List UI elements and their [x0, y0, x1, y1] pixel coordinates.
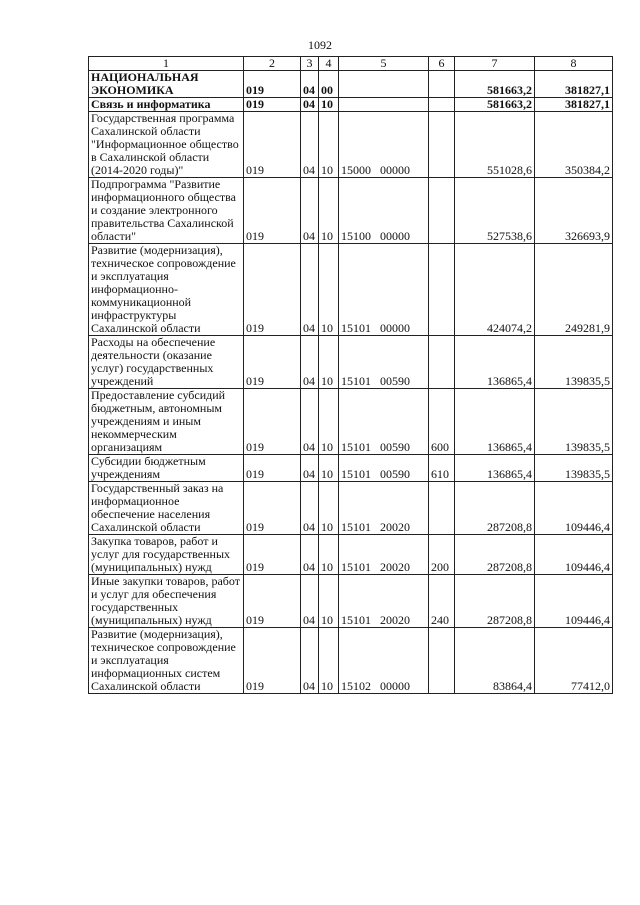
amount-col7-cell: 136865,4	[455, 455, 535, 482]
table-row	[89, 389, 613, 455]
admin-code-cell: 019	[244, 455, 301, 482]
target-article-cell: 15100 00000	[339, 178, 429, 244]
expense-type-cell	[429, 244, 455, 336]
row-name-cell: Развитие (модернизация), техническое сопровождение и эксплуатация информационно-коммуникационной инфраструктуры Сахалинской области	[89, 244, 244, 336]
admin-code-cell: 019	[244, 98, 301, 112]
amount-col7-cell: 551028,6	[455, 112, 535, 178]
amount-col8-cell: 139835,5	[535, 455, 613, 482]
table-row	[89, 336, 613, 389]
section-code-cell: 04	[301, 112, 319, 178]
column-header: 2	[244, 57, 301, 71]
admin-code-cell: 019	[244, 389, 301, 455]
expense-type-cell	[429, 628, 455, 694]
expense-type-cell: 200	[429, 535, 455, 575]
section-code-cell: 04	[301, 455, 319, 482]
admin-code-cell: 019	[244, 71, 301, 98]
column-header: 4	[319, 57, 339, 71]
subsection-code-cell: 10	[319, 336, 339, 389]
amount-col7-cell: 581663,2	[455, 71, 535, 98]
subsection-code-cell: 10	[319, 178, 339, 244]
amount-col8-cell: 109446,4	[535, 575, 613, 628]
target-article-cell: 15101 00590	[339, 389, 429, 455]
target-article-cell: 15000 00000	[339, 112, 429, 178]
amount-col7-cell: 136865,4	[455, 389, 535, 455]
amount-col7-cell: 287208,8	[455, 482, 535, 535]
subsection-code-cell: 10	[319, 98, 339, 112]
amount-col8-cell: 381827,1	[535, 98, 613, 112]
section-code-cell: 04	[301, 98, 319, 112]
expense-type-cell	[429, 482, 455, 535]
target-article-cell: 15101 00000	[339, 244, 429, 336]
target-article-cell: 15101 00590	[339, 336, 429, 389]
expense-type-cell: 610	[429, 455, 455, 482]
section-code-cell: 04	[301, 535, 319, 575]
amount-col8-cell: 326693,9	[535, 178, 613, 244]
expense-type-cell: 240	[429, 575, 455, 628]
amount-col7-cell: 136865,4	[455, 336, 535, 389]
table-row	[89, 575, 613, 628]
admin-code-cell: 019	[244, 336, 301, 389]
subsection-code-cell: 10	[319, 455, 339, 482]
amount-col7-cell: 287208,8	[455, 535, 535, 575]
table-row	[89, 178, 613, 244]
row-name-cell: Связь и информатика	[89, 98, 244, 112]
table-row	[89, 112, 613, 178]
row-name-cell: НАЦИОНАЛЬНАЯ ЭКОНОМИКА	[89, 71, 244, 98]
table-row	[89, 535, 613, 575]
subsection-code-cell: 10	[319, 628, 339, 694]
amount-col8-cell: 249281,9	[535, 244, 613, 336]
table-row	[89, 98, 613, 112]
expense-type-cell	[429, 98, 455, 112]
row-name-cell: Государственная программа Сахалинской области "Информационное общество в Сахалинской области (2014-2020 годы)"	[89, 112, 244, 178]
column-header: 5	[339, 57, 429, 71]
amount-col7-cell: 287208,8	[455, 575, 535, 628]
row-name-cell: Государственный заказ на информационное обеспечение населения Сахалинской области	[89, 482, 244, 535]
target-article-cell	[339, 71, 429, 98]
table-body	[89, 57, 613, 694]
section-code-cell: 04	[301, 71, 319, 98]
subsection-code-cell: 10	[319, 244, 339, 336]
section-code-cell: 04	[301, 178, 319, 244]
amount-col8-cell: 139835,5	[535, 389, 613, 455]
table-row	[89, 71, 613, 98]
column-header: 6	[429, 57, 455, 71]
expense-type-cell	[429, 71, 455, 98]
subsection-code-cell: 10	[319, 575, 339, 628]
subsection-code-cell: 10	[319, 482, 339, 535]
admin-code-cell: 019	[244, 628, 301, 694]
section-code-cell: 04	[301, 628, 319, 694]
column-header: 3	[301, 57, 319, 71]
table-row	[89, 455, 613, 482]
amount-col8-cell: 109446,4	[535, 482, 613, 535]
row-name-cell: Субсидии бюджетным учреждениям	[89, 455, 244, 482]
amount-col7-cell: 83864,4	[455, 628, 535, 694]
page-number: 1092	[308, 38, 332, 52]
column-header: 7	[455, 57, 535, 71]
expense-type-cell	[429, 112, 455, 178]
amount-col8-cell: 109446,4	[535, 535, 613, 575]
amount-col8-cell: 139835,5	[535, 336, 613, 389]
expense-type-cell	[429, 336, 455, 389]
subsection-code-cell: 10	[319, 389, 339, 455]
table-row	[89, 482, 613, 535]
amount-col8-cell: 350384,2	[535, 112, 613, 178]
row-name-cell: Предоставление субсидий бюджетным, автономным учреждениям и иным некоммерческим организациям	[89, 389, 244, 455]
column-header: 8	[535, 57, 613, 71]
section-code-cell: 04	[301, 575, 319, 628]
target-article-cell: 15101 20020	[339, 535, 429, 575]
row-name-cell: Закупка товаров, работ и услуг для государственных (муниципальных) нужд	[89, 535, 244, 575]
section-code-cell: 04	[301, 244, 319, 336]
table-row	[89, 628, 613, 694]
expense-type-cell: 600	[429, 389, 455, 455]
row-name-cell: Развитие (модернизация), техническое сопровождение и эксплуатация информационных систем Сахалинской области	[89, 628, 244, 694]
subsection-code-cell: 10	[319, 535, 339, 575]
admin-code-cell: 019	[244, 244, 301, 336]
subsection-code-cell: 00	[319, 71, 339, 98]
admin-code-cell: 019	[244, 482, 301, 535]
amount-col7-cell: 581663,2	[455, 98, 535, 112]
section-code-cell: 04	[301, 336, 319, 389]
admin-code-cell: 019	[244, 112, 301, 178]
target-article-cell: 15101 00590	[339, 455, 429, 482]
target-article-cell: 15101 20020	[339, 482, 429, 535]
table-header-row	[89, 57, 613, 71]
target-article-cell	[339, 98, 429, 112]
target-article-cell: 15101 20020	[339, 575, 429, 628]
column-header: 1	[89, 57, 244, 71]
amount-col7-cell: 527538,6	[455, 178, 535, 244]
amount-col8-cell: 381827,1	[535, 71, 613, 98]
amount-col7-cell: 424074,2	[455, 244, 535, 336]
admin-code-cell: 019	[244, 535, 301, 575]
row-name-cell: Подпрограмма "Развитие информационного общества и создание электронного правительства Сахалинской области"	[89, 178, 244, 244]
section-code-cell: 04	[301, 389, 319, 455]
admin-code-cell: 019	[244, 575, 301, 628]
budget-table	[88, 56, 613, 694]
row-name-cell: Иные закупки товаров, работ и услуг для обеспечения государственных (муниципальных) нужд	[89, 575, 244, 628]
target-article-cell: 15102 00000	[339, 628, 429, 694]
table-row	[89, 244, 613, 336]
subsection-code-cell: 10	[319, 112, 339, 178]
row-name-cell: Расходы на обеспечение деятельности (оказание услуг) государственных учреждений	[89, 336, 244, 389]
section-code-cell: 04	[301, 482, 319, 535]
admin-code-cell: 019	[244, 178, 301, 244]
expense-type-cell	[429, 178, 455, 244]
amount-col8-cell: 77412,0	[535, 628, 613, 694]
